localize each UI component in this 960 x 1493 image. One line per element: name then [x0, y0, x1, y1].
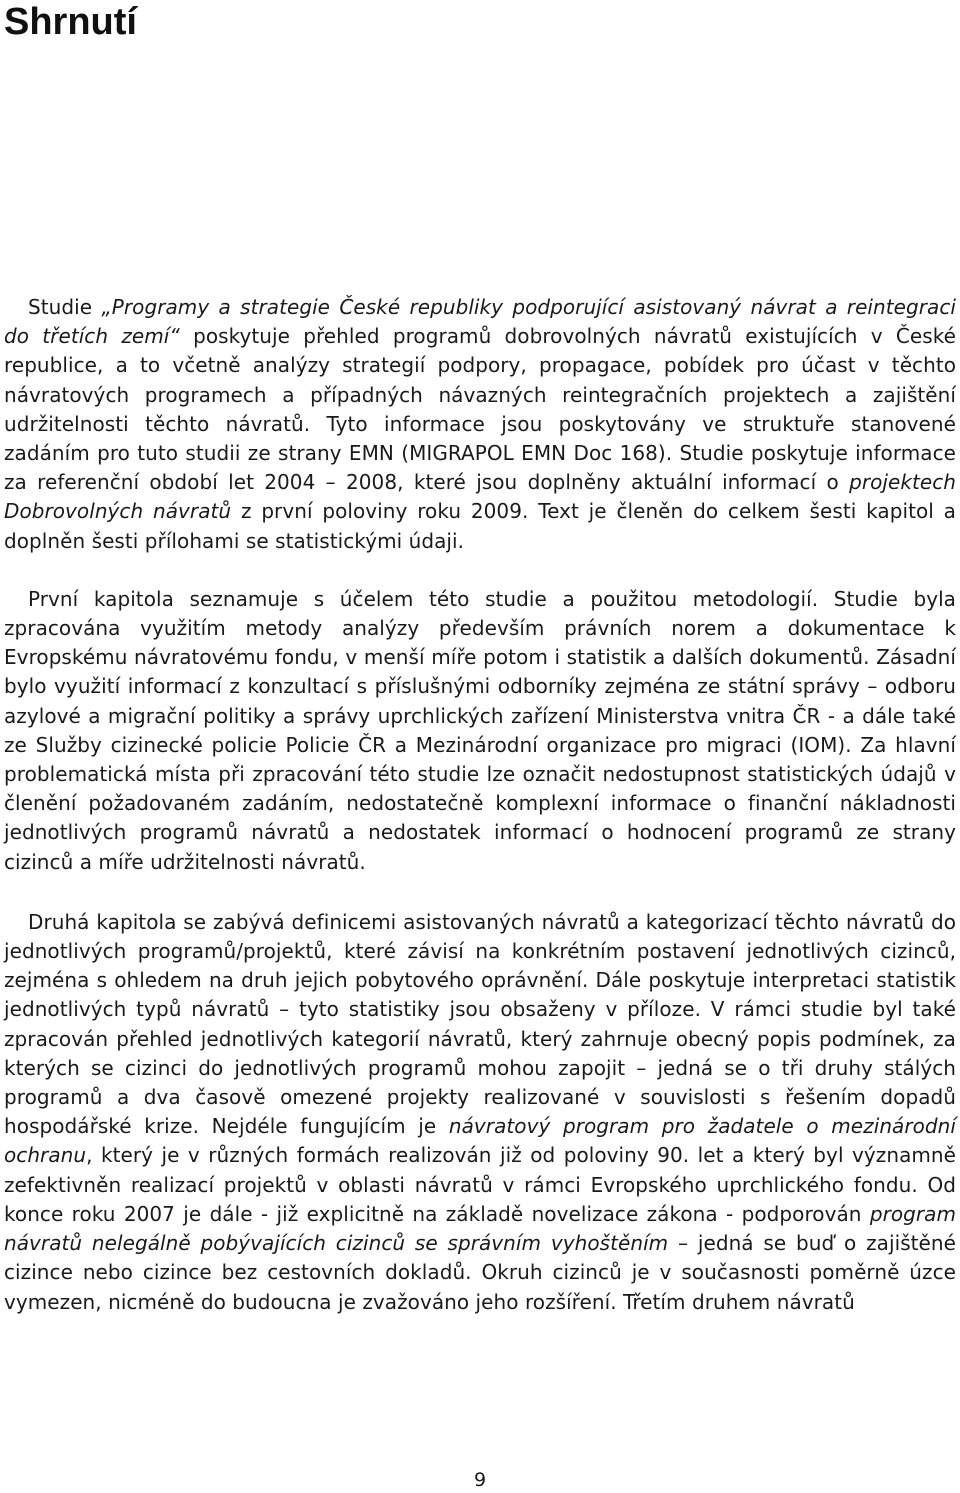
italic-text-segment: projektech Dobrovolných návratů: [4, 470, 956, 524]
paragraph-summary-intro: [4, 293, 956, 556]
text-segment: z první poloviny roku 2009. Text je členěn do celkem šesti kapitol a doplněn šesti přílohami se statistickými údaji.: [4, 499, 956, 553]
italic-text-segment: návratový program pro žadatele o mezinárodní ochranu: [4, 1114, 956, 1168]
text-segment: Druhá kapitola se zabývá definicemi asistovaných návratů a kategorizací těchto návratů do jednotlivých programů/projektů, které závisí na konkrétním postavení jednotlivých cizinců, zejména s ohledem na druh jejich pobytového oprávnění. Dále poskytuje interpretaci statistik jednotlivých typů návratů – tyto statistiky jsou obsaženy v příloze. V rámci studie byl také zpracován přehled jednotlivých kategorií návratů, který zahrnuje obecný popis podmínek, za kterých se cizinci do jednotlivých programů mohou zapojit – jedná se o tři druhy stálých programů a dva časově omezené projekty realizované v souvislosti s řešením dopadů hospodářské krize. Nejdéle fungujícím je: [4, 909, 956, 1139]
text-segment: – jedná se buď o zajištěné cizince nebo cizince bez cestovních dokladů. Okruh cizinců je v současnosti poměrně úzce vymezen, nicméně do budoucna je zvažováno jeho rozšíření. Třetím druhem návratů: [4, 1231, 956, 1314]
paragraph-chapter-two: [4, 908, 956, 1317]
text-segment: poskytuje přehled programů dobrovolných návratů existujících v České republice, a to včetně analýzy strategií podpory, propagace, pobídek pro účast v těchto návratových programech a případných návazných reintegračních projektech a zajištění udržitelnosti těchto návratů. Tyto informace jsou poskytovány ve struktuře stanovené zadáním pro tuto studii ze strany EMN (MIGRAPOL EMN Doc 168). Studie poskytuje informace za referenční období let 2004 – 2008, které jsou doplněny aktuální informací o: [4, 324, 956, 495]
text-segment: , který je v různých formách realizován již od poloviny 90. let a který byl významně zefektivněn realizací projektů v oblasti návratů v rámci Evropského uprchlického fondu. Od konce roku 2007 je dále - již explicitně na základě novelizace zákona - podporován: [4, 1143, 956, 1226]
document-body: [4, 293, 956, 1317]
italic-text-segment: „Programy a strategie České republiky podporující asistovaný návrat a reintegraci do třetích zemí“: [4, 295, 956, 349]
page-title: Shrnutí: [4, 1, 137, 43]
text-segment: První kapitola seznamuje s účelem této studie a použitou metodologií. Studie byla zpracována využitím metody analýzy především právních norem a dokumentace k Evropskému návratovému fondu, v menší míře potom i statistik a dalších dokumentů. Zásadní bylo využití informací z konzultací s příslušnými odborníky zejména ze státní správy – odboru azylové a migrační politiky a správy uprchlických zařízení Ministerstva vnitra ČR - a dále také ze Služby cizinecké policie Policie ČR a Mezinárodní organizace pro migraci (IOM). Za hlavní problematická místa při zpracování této studie lze označit nedostupnost statistických údajů v členění požadovaném zadáním, nedostatečně komplexní informace o finanční nákladnosti jednotlivých programů návratů a nedostatek informací o hodnocení programů ze strany cizinců a míře udržitelnosti návratů.: [4, 586, 956, 874]
italic-text-segment: program návratů nelegálně pobývajících cizinců se správním vyhoštěním: [4, 1201, 956, 1256]
page-number: 9: [473, 1469, 487, 1491]
text-segment: Studie: [28, 295, 102, 319]
paragraph-chapter-one: [4, 585, 956, 877]
